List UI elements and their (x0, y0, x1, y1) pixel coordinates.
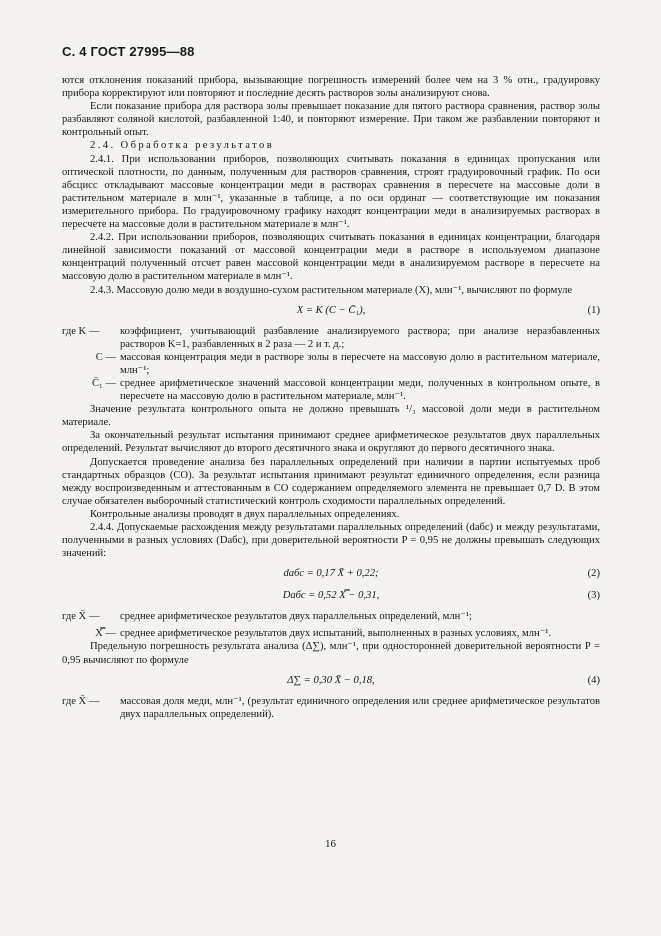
paragraph: Значение результата контрольного опыта не должно превышать ¹/₃ массовой доли меди в растительном материале. (62, 404, 600, 429)
definition-text: массовая концентрация меди в растворе золы в пересчете на массовую долю в растительном материале, млн⁻¹; (120, 351, 600, 376)
paragraph: Допускается проведение анализа без параллельных определений при наличии в партии испытуемых проб стандартных образцов (СО). За результат испытания принимают результат единичного определения, если разница между воспроизведенным и аттестованным в СО содержанием определяемого элемента не превышает 0,7 D. В этом случае обязателен выборочный статистический контроль сходимости параллельных определений. (62, 456, 600, 507)
paragraph: Предельную погрешность результата анализа (Δ∑), млн⁻¹, при односторонней доверительной вероятности P = 0,95 вычисляют по формуле (62, 641, 600, 666)
formula-4 (62, 673, 600, 689)
formula-number: (1) (587, 304, 600, 316)
definition-symbol: где X̄ — (62, 695, 100, 707)
paragraph: 2.4.3. Массовую долю меди в воздушно-сухом растительном материале (X), млн⁻¹, вычисляют по формуле (90, 284, 573, 296)
definition-symbol: где K — (62, 325, 100, 337)
definition-text: среднее арифметическое значений массовой концентрации меди, полученных в контрольном опыте, в пересчете на массовую долю в растительном материале, млн⁻¹. (120, 377, 600, 403)
definition-symbol: X̿ — (95, 628, 116, 640)
document-body (62, 74, 600, 721)
formula-expression: dабс = 0,17 X̄ + 0,22; (283, 568, 379, 580)
formula-3 (62, 588, 600, 604)
definition-symbol: C — (95, 351, 116, 363)
section-heading: 2.4. Обработка результатов (90, 140, 275, 152)
definition-item (62, 610, 600, 623)
definition-item (62, 627, 600, 640)
formula-expression: Dабс = 0,52 X̿ − 0,31, (282, 590, 380, 602)
page-number: 16 (325, 838, 336, 850)
paragraph: 2.4.2. При использовании приборов, позволяющих считывать показания в единицах концентрации, благодаря линейной зависимости показаний от массовой концентрации меди в растворе в используемом диапазоне концентраций полученный отсчет равен массовой концентрации меди в анализируемом растворе в пересчете на массовую долю в растительном материале в млн⁻¹. (62, 232, 600, 283)
paragraph: За окончательный результат испытания принимают среднее арифметическое результатов двух параллельных определений. Результат вычисляют до второго десятичного знака и округляют до первого десятичного знака. (62, 430, 600, 455)
page-header: С. 4 ГОСТ 27995—88 (62, 44, 195, 59)
formula-2 (62, 566, 600, 582)
paragraph: 2.4.1. При использовании приборов, позволяющих считывать показания в единицах пропускания или оптической плотности, по данным, полученным для растворов сравнения, строят градуировочный график. По оси абсцисс откладывают массовые концентрации меди в растворах сравнения в пересчете на массовые доли в растительном материале в млн⁻¹, указанные в таблице, а по оси ординат — соответствующие им показания измерительного прибора. По градуировочному графику находят концентрации меди в анализируемых растворах в пересчете на массовые доли в растительном материале в млн⁻¹. (62, 153, 600, 231)
definition-text: массовая доля меди, млн⁻¹, (результат единичного определения или среднее арифметическое результатов двух параллельных определений). (120, 695, 600, 720)
paragraph: Контрольные анализы проводят в двух параллельных определениях. (90, 508, 400, 520)
formula-expression: Δ∑ = 0,30 X̄ − 0,18, (287, 674, 375, 686)
definition-item (62, 695, 600, 721)
paragraph: 2.4.4. Допускаемые расхождения между результатами параллельных определений (dабс) и между результатами, полученными в разных условиях (Dабс), при доверительной вероятности P = 0,95 не должны превышать следующих значений: (62, 522, 600, 560)
formula-expression: X = K (C − C̄₁), (296, 304, 366, 316)
definition-item (62, 325, 600, 351)
formula-number: (4) (587, 674, 600, 686)
definition-item (62, 351, 600, 377)
paragraph: Если показание прибора для раствора золы превышает показание для пятого раствора сравнения, раствор золы разбавляют соляной кислотой, разбавленной 1:40, и повторяют измерение. При таком же разбавлении повторяют и контрольный опыт. (62, 101, 600, 139)
formula-number: (3) (587, 590, 600, 602)
definition-text: коэффициент, учитывающий разбавление анализируемого раствора; при анализе неразбавленных растворов K=1, разбавленных в 2 раза — 2 и т. д.; (120, 325, 600, 350)
formula-1 (62, 303, 600, 319)
paragraph: ются отклонения показаний прибора, вызывающие погрешность измерений более чем на 3 % отн., градуировку прибора корректируют или повторяют и последние десять растворов золы анализируют снова. (62, 75, 600, 100)
formula-number: (2) (587, 568, 600, 580)
definition-text: среднее арифметическое результатов двух испытаний, выполненных в разных условиях, млн⁻¹. (120, 628, 552, 640)
definition-item (62, 377, 600, 403)
definition-text: среднее арифметическое результатов двух параллельных определений, млн⁻¹; (120, 611, 472, 623)
definition-symbol: где X̄ — (62, 611, 100, 623)
definition-symbol: C̄₁ — (91, 377, 116, 389)
